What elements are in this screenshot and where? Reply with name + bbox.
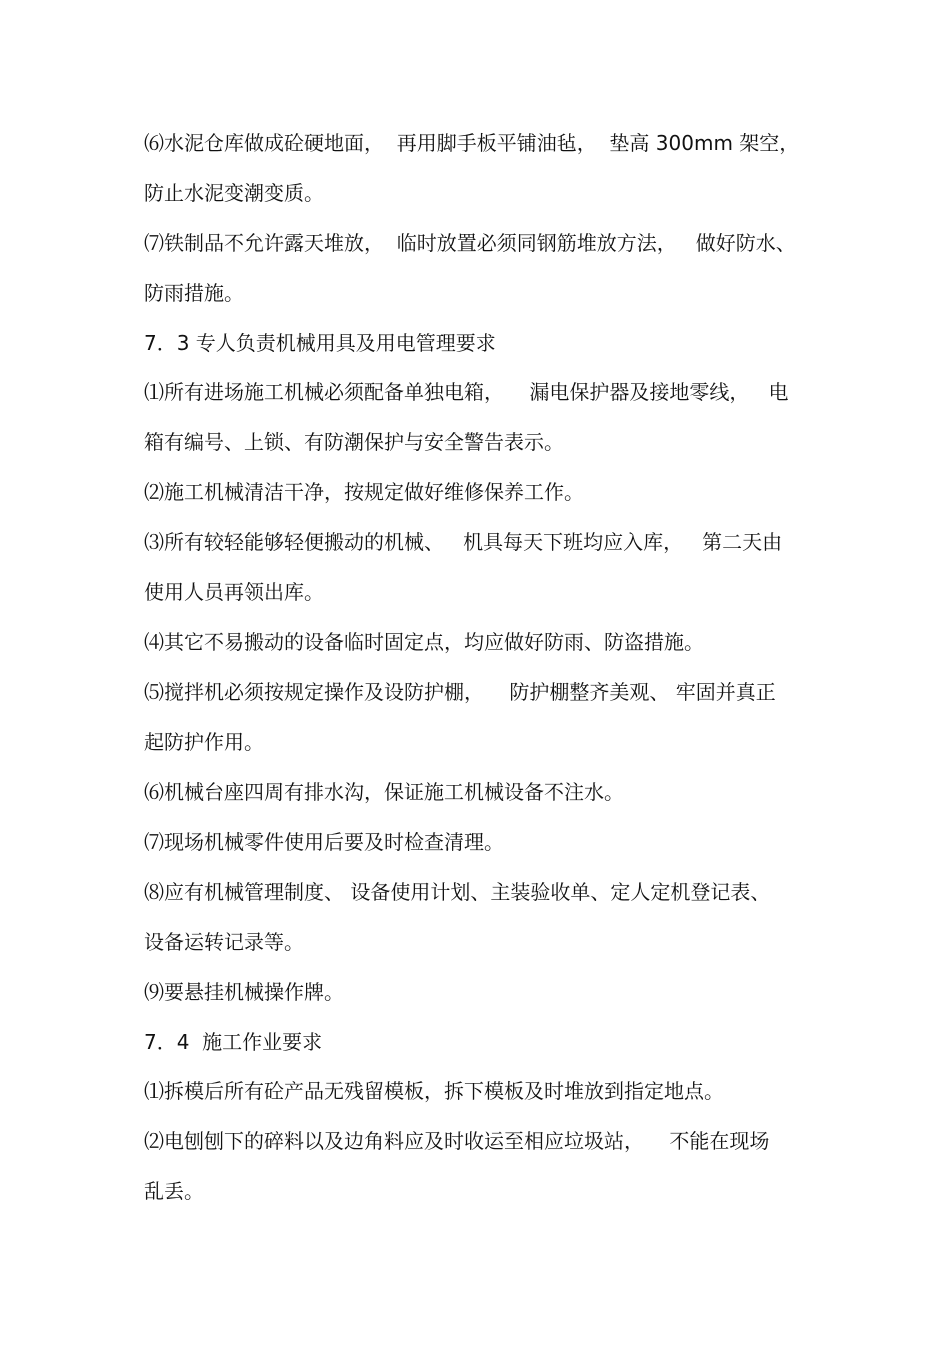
text-line: ⑹机械台座四周有排水沟，保证施工机械设备不注水。 [144, 780, 624, 804]
text-line: ⑶所有较轻能够轻便搬动的机械、 机具每天下班均应入库， 第二天由 [144, 530, 783, 554]
text-line: ⑼要悬挂机械操作牌。 [144, 980, 344, 1004]
text-line: ⑸搅拌机必须按规定操作及设防护棚， 防护棚整齐美观、 牢固并真正 [144, 680, 776, 704]
section-heading-7-4: 7．4 施工作业要求 [144, 1030, 323, 1054]
text-line: 乱丢。 [144, 1179, 204, 1203]
text-line: ⑻应有机械管理制度、 设备使用计划、主装验收单、定人定机登记表、 [144, 880, 771, 904]
text-line: ⑵电刨刨下的碎料以及边角料应及时收运至相应垃圾站， 不能在现场 [144, 1129, 770, 1153]
text-line: ⑺铁制品不允许露天堆放， 临时放置必须同钢筋堆放方法， 做好防水、 [144, 231, 796, 255]
text-line: ⑵施工机械清洁干净，按规定做好维修保养工作。 [144, 480, 584, 504]
text-line: 使用人员再领出库。 [144, 580, 324, 604]
text-line: 箱有编号、上锁、有防潮保护与安全警告表示。 [144, 430, 564, 454]
text-line: 防止水泥变潮变质。 [144, 181, 324, 205]
text-line: ⑴拆模后所有砼产品无残留模板，拆下模板及时堆放到指定地点。 [144, 1079, 724, 1103]
section-heading-7-3: 7．3 专人负责机械用具及用电管理要求 [144, 331, 496, 355]
text-line: ⑷其它不易搬动的设备临时固定点，均应做好防雨、防盗措施。 [144, 630, 704, 654]
text-line: ⑺现场机械零件使用后要及时检查清理。 [144, 830, 504, 854]
text-line: ⑹水泥仓库做成砼硬地面， 再用脚手板平铺油毡， 垫高 300mm 架空， [144, 131, 800, 155]
text-line: 设备运转记录等。 [144, 930, 304, 954]
text-line: 起防护作用。 [144, 730, 264, 754]
text-line: 防雨措施。 [144, 281, 244, 305]
text-line: ⑴所有进场施工机械必须配备单独电箱， 漏电保护器及接地零线， 电 [144, 380, 789, 404]
